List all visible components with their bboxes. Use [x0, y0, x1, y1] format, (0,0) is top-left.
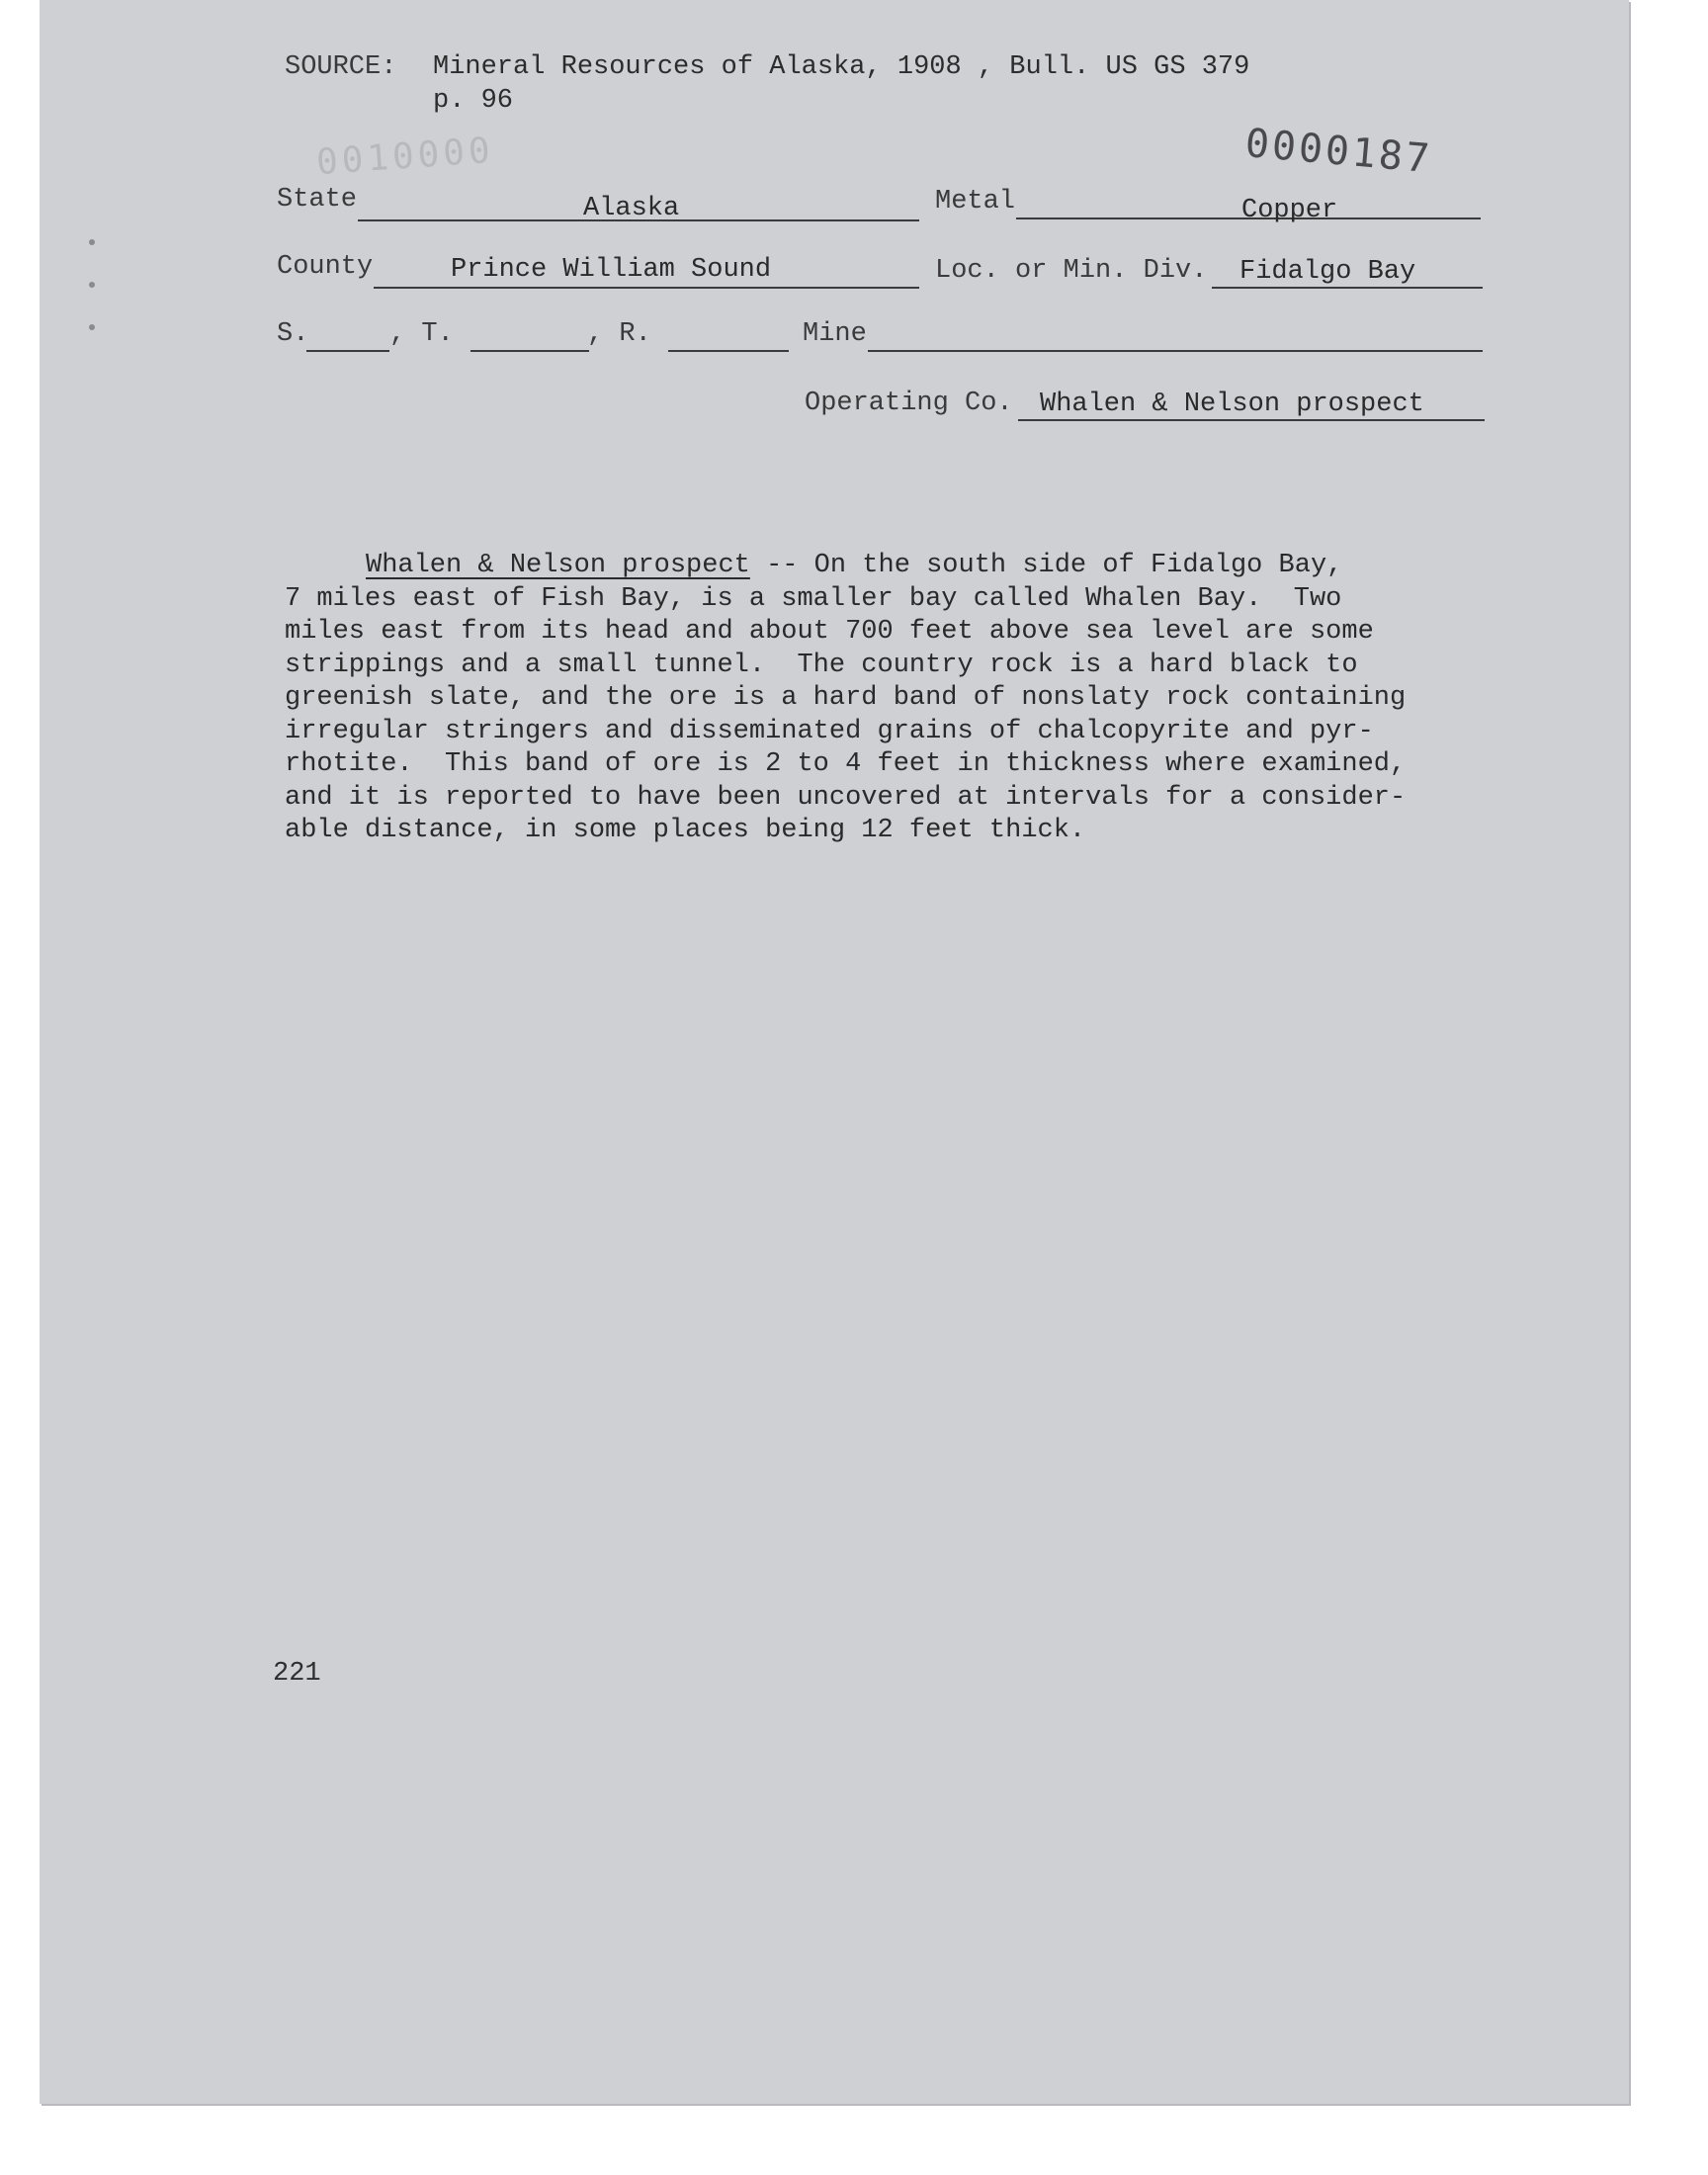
county-line — [374, 287, 919, 289]
source-page: p. 96 — [433, 86, 514, 116]
paragraph-line-1 — [285, 550, 1471, 583]
metal-label: Metal — [935, 187, 1016, 217]
metal-value: Copper — [1241, 196, 1338, 225]
paragraph-line: rhotite. This band of ore is 2 to 4 feet in thickness where examined, — [285, 749, 1407, 779]
range-label: , R. — [587, 319, 651, 349]
record-card — [40, 0, 1629, 2104]
section-label: S. — [277, 319, 309, 349]
operating-line — [1018, 419, 1485, 421]
operating-label: Operating Co. — [805, 389, 1013, 418]
paragraph-line: able distance, in some places being 12 feet thick. — [285, 816, 1086, 845]
township-line — [470, 350, 589, 352]
loc-value: Fidalgo Bay — [1239, 257, 1416, 287]
paragraph-line-1-rest: -- On the south side of Fidalgo Bay, — [749, 551, 1343, 580]
paragraph-line: irregular stringers and disseminated grains of chalcopyrite and pyr- — [285, 716, 1374, 746]
stamp-number: 0000187 — [1242, 121, 1434, 183]
county-label: County — [277, 252, 374, 282]
paragraph-line: 7 miles east of Fish Bay, is a smaller bay called Whalen Bay. Two — [285, 583, 1342, 614]
mine-label: Mine — [803, 319, 867, 349]
prospect-heading: Whalen & Nelson prospect — [366, 551, 750, 580]
loc-line — [1212, 287, 1483, 289]
section-line — [306, 350, 389, 352]
binder-mark-2 — [89, 282, 95, 288]
page-number: 221 — [273, 1659, 321, 1689]
faint-stamp: 0010000 — [314, 130, 495, 184]
source-label: SOURCE: — [285, 52, 397, 82]
description-paragraph — [285, 550, 1471, 848]
paragraph-line: strippings and a small tunnel. The country rock is a hard black to — [285, 650, 1358, 680]
state-value: Alaska — [583, 194, 680, 223]
binder-mark-3 — [89, 324, 95, 330]
range-line — [668, 350, 789, 352]
township-label: , T. — [389, 319, 454, 349]
source-text: Mineral Resources of Alaska, 1908 , Bull. US GS 379 — [433, 52, 1250, 82]
county-value: Prince William Sound — [451, 255, 772, 285]
binder-mark-1 — [89, 239, 95, 245]
mine-line — [868, 350, 1483, 352]
state-label: State — [277, 185, 358, 215]
paragraph-line: and it is reported to have been uncovered at intervals for a consider- — [285, 782, 1407, 813]
loc-label: Loc. or Min. Div. — [935, 256, 1208, 286]
operating-value: Whalen & Nelson prospect — [1040, 390, 1424, 419]
paragraph-line: miles east from its head and about 700 feet above sea level are some — [285, 617, 1374, 647]
paragraph-line: greenish slate, and the ore is a hard band of nonslaty rock containing — [285, 683, 1407, 713]
